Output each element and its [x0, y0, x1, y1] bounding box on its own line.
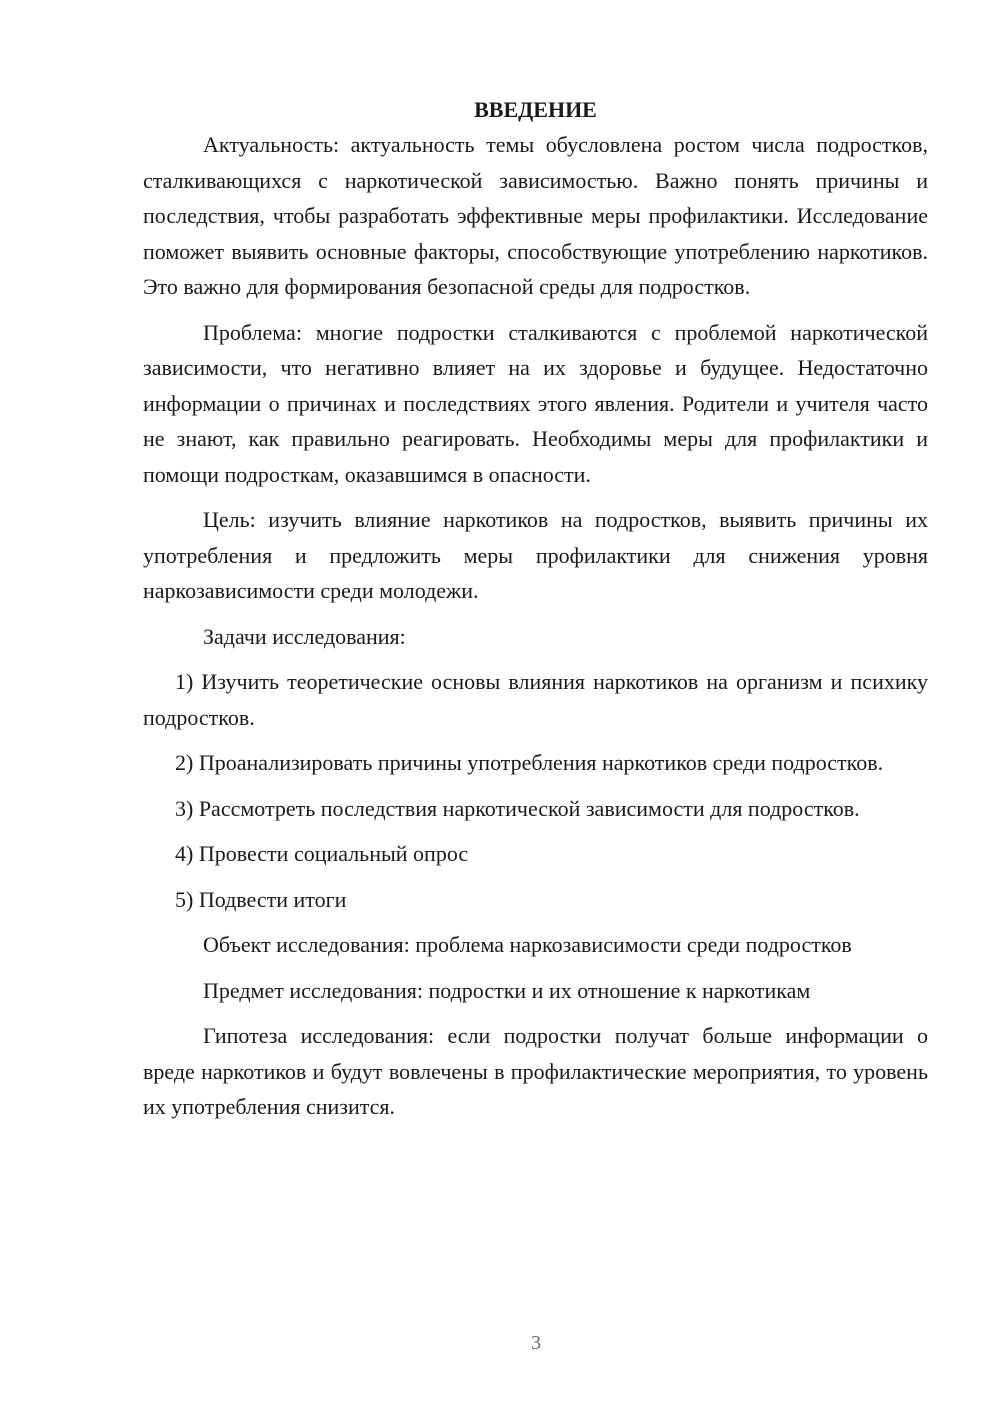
paragraph-subject: Предмет исследования: подростки и их отношение к наркотикам [203, 977, 811, 1003]
paragraph-relevance: Актуальность: актуальность темы обусловлена ростом числа подростков, сталкивающихся с наркотической зависимостью. Важно понять причины и последствия, чтобы разработать эффективные меры профилактики. Исследование поможет выявить основные факторы, способствующие употреблению наркотиков. Это важно для формирования безопасной среды для подростков. [143, 132, 928, 299]
page-number: 3 [531, 1332, 541, 1354]
task-item-3: 3) Рассмотреть последствия наркотической зависимости для подростков. [175, 795, 860, 821]
paragraph-tasks-heading: Задачи исследования: [203, 623, 406, 649]
paragraph-hypothesis: Гипотеза исследования: если подростки получат больше информации о вреде наркотиков и будут вовлечены в профилактические мероприятия, то уровень их употребления снизится. [143, 1023, 928, 1119]
document-page [143, 92, 928, 1135]
paragraph-problem: Проблема: многие подростки сталкиваются с проблемой наркотической зависимости, что негативно влияет на их здоровье и будущее. Недостаточно информации о причинах и последствиях этого явления. Родители и учителя часто не знают, как правильно реагировать. Необходимы меры для профилактики и помощи подросткам, оказавшимся в опасности. [143, 319, 928, 487]
paragraph-goal: Цель: изучить влияние наркотиков на подростков, выявить причины их употребления и предложить меры профилактики для снижения уровня наркозависимости среди молодежи. [143, 507, 928, 603]
section-title: ВВЕДЕНИЕ [474, 97, 597, 122]
task-item-5: 5) Подвести итоги [175, 886, 347, 912]
task-item-2: 2) Проанализировать причины употребления наркотиков среди подростков. [175, 750, 884, 775]
task-item-1: 1) Изучить теоретические основы влияния наркотиков на организм и психику подростков. [143, 669, 928, 730]
paragraph-object: Объект исследования: проблема наркозависимости среди подростков [203, 932, 852, 957]
task-item-4: 4) Провести социальный опрос [175, 841, 469, 866]
